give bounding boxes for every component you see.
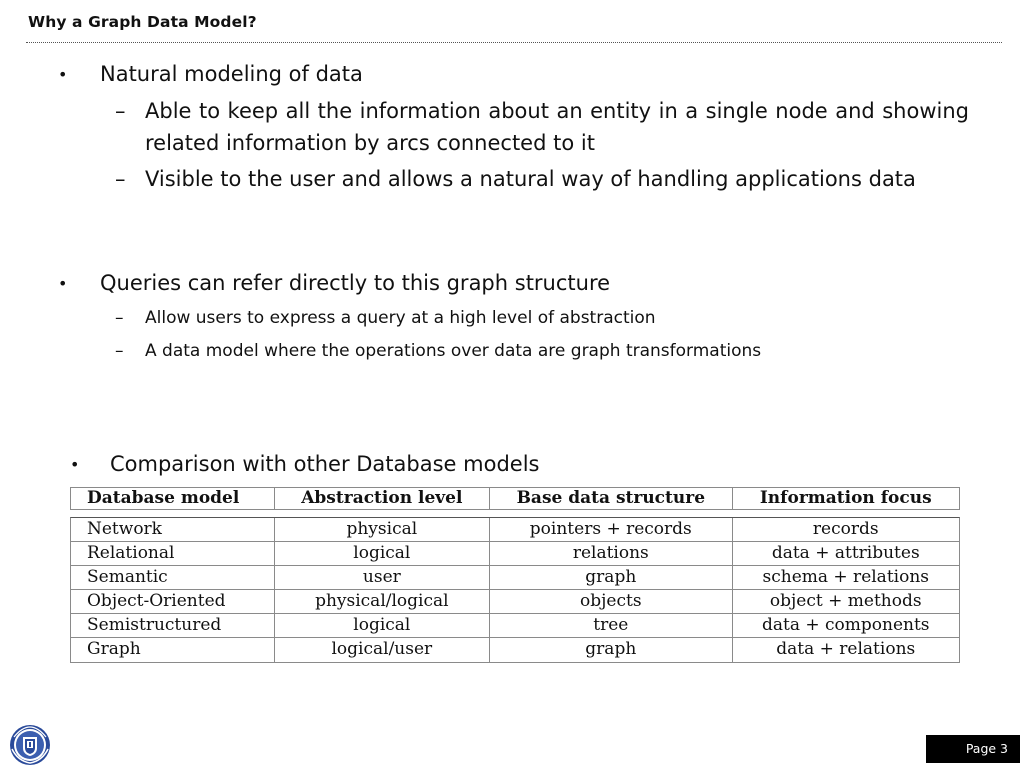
table-cell: logical/user xyxy=(275,638,491,662)
slide-title: Why a Graph Data Model? xyxy=(28,13,257,31)
table-cell: data + attributes xyxy=(771,543,920,563)
table-header-cell: Base data structure xyxy=(490,488,732,509)
table-row xyxy=(71,518,959,542)
table-cell: graph xyxy=(490,638,732,662)
table-cell: logical xyxy=(275,614,491,637)
sub-bullet-visible-to-user xyxy=(115,163,969,227)
bullet-text: Queries can refer directly to this graph structure xyxy=(100,271,611,295)
table-body xyxy=(70,517,960,663)
sub-bullet-dash: – xyxy=(115,167,126,191)
bullet-dot: • xyxy=(58,65,68,84)
table-header-row xyxy=(70,487,960,510)
sub-bullet-text: Allow users to express a query at a high level of abstraction xyxy=(145,308,656,328)
bullet-text: Natural modeling of data xyxy=(100,62,363,86)
table-row xyxy=(71,590,959,614)
table-row xyxy=(71,638,959,662)
table-cell: data + components xyxy=(761,615,930,635)
comparison-table xyxy=(70,487,960,663)
table-cell: physical xyxy=(275,518,491,541)
sub-bullet-text: A data model where the operations over data are graph transformations xyxy=(145,341,762,361)
table-cell: pointers + records xyxy=(490,518,732,541)
bullet-dot: • xyxy=(70,455,80,474)
table-header-cell: Information focus xyxy=(759,488,932,508)
table-cell: user xyxy=(275,566,491,589)
title-divider xyxy=(26,42,1002,43)
sub-bullet-single-node xyxy=(115,95,969,159)
table-cell: logical xyxy=(275,542,491,565)
university-emblem-icon xyxy=(8,723,52,767)
sub-bullet-graph-transformations xyxy=(115,339,969,363)
table-cell: Graph xyxy=(71,638,275,662)
table-header-cell: Abstraction level xyxy=(275,488,491,509)
table-cell: Semistructured xyxy=(71,614,275,637)
table-cell: tree xyxy=(490,614,732,637)
table-cell: Semantic xyxy=(71,566,275,589)
table-cell: relations xyxy=(490,542,732,565)
table-row xyxy=(71,542,959,566)
page-number-badge: Page 3 xyxy=(926,735,1020,763)
table-cell: graph xyxy=(490,566,732,589)
table-cell: Relational xyxy=(71,542,275,565)
table-cell: object + methods xyxy=(769,591,922,611)
sub-bullet-dash: – xyxy=(115,341,124,361)
table-cell: Object-Oriented xyxy=(71,590,275,613)
table-cell: objects xyxy=(490,590,732,613)
table-cell: records xyxy=(812,519,879,539)
bullet-dot: • xyxy=(58,274,68,293)
table-header-cell: Database model xyxy=(71,488,275,509)
sub-bullet-dash: – xyxy=(115,99,126,123)
sub-bullet-text: Able to keep all the information about an entity in a single node and showing related information by arcs connected to it xyxy=(145,99,969,155)
table-row xyxy=(71,566,959,590)
table-cell: data + relations xyxy=(776,639,916,659)
table-cell: schema + relations xyxy=(762,567,929,587)
sub-bullet-express-query xyxy=(115,306,969,330)
table-cell: Network xyxy=(71,518,275,541)
table-row xyxy=(71,614,959,638)
sub-bullet-dash: – xyxy=(115,308,124,328)
bullet-text: Comparison with other Database models xyxy=(110,452,540,476)
sub-bullet-text: Visible to the user and allows a natural way of handling applications data xyxy=(145,167,916,191)
table-cell: physical/logical xyxy=(275,590,491,613)
